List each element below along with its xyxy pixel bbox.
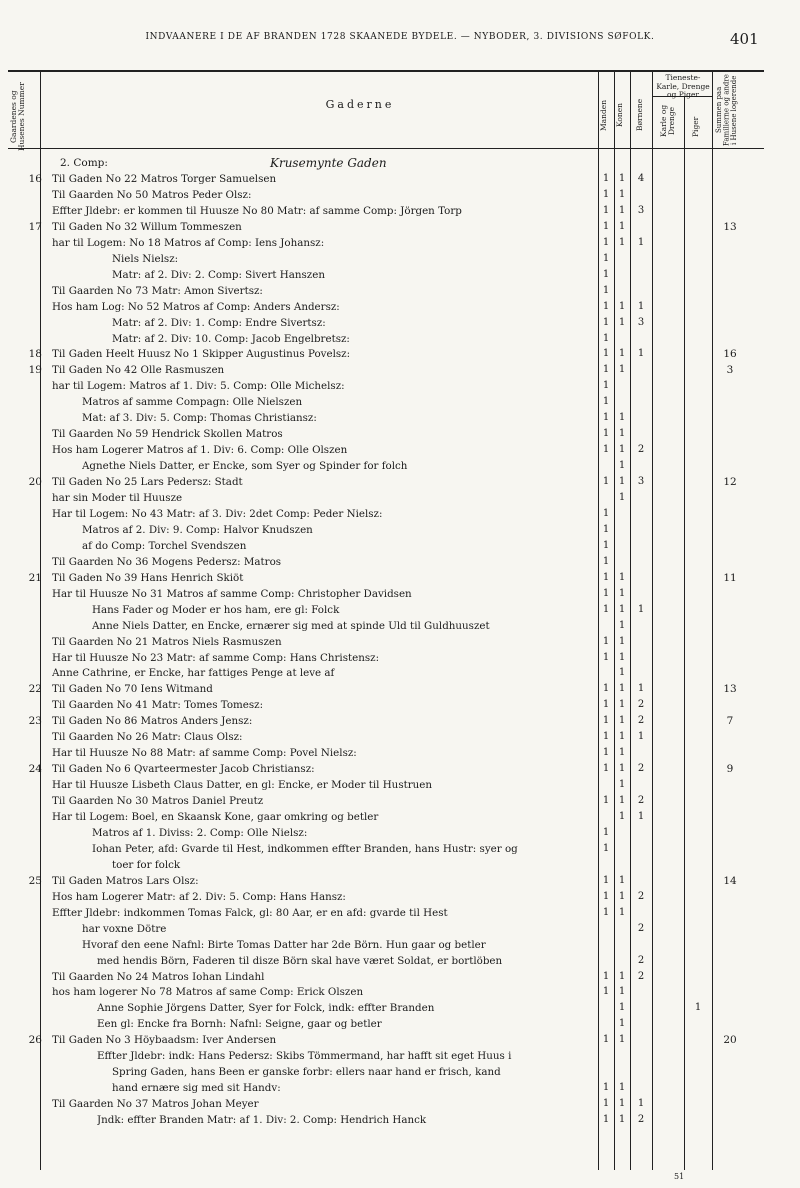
count-m: 1: [602, 874, 610, 886]
count-b: 2: [637, 970, 645, 982]
register-row: [0, 621, 800, 632]
street-name: Krusemynte Gaden: [270, 156, 387, 170]
register-row: [0, 987, 800, 998]
household-total: 13: [723, 220, 737, 233]
count-b: 1: [637, 236, 645, 248]
count-k: 1: [618, 635, 626, 647]
register-row: [0, 812, 800, 823]
count-k: 1: [618, 364, 626, 376]
register-row: [0, 413, 800, 424]
page-number: 401: [730, 30, 759, 48]
count-m: 1: [602, 587, 610, 599]
count-p: 1: [694, 1002, 702, 1014]
row-entry-text: Til Gaden No 25 Lars Pedersz: Stadt: [52, 476, 243, 489]
count-b: 2: [637, 954, 645, 966]
row-entry-text: Har til Huusze No 88 Matr: af samme Comp: Povel Nielsz:: [52, 747, 357, 760]
count-m: 1: [602, 986, 610, 998]
row-entry-text: Hos ham Log: No 52 Matros af Comp: Anders Andersz:: [52, 300, 340, 313]
register-row: [0, 445, 800, 456]
count-k: 1: [618, 348, 626, 360]
count-b: 2: [637, 890, 645, 902]
register-row: [0, 828, 800, 839]
register-row: [0, 589, 800, 600]
register-row: [0, 684, 800, 695]
count-m: 1: [602, 571, 610, 583]
row-number: 21: [28, 571, 42, 584]
row-entry-text: Hvoraf den eene Nafnl: Birte Tomas Datter har 2de Börn. Hun gaar og betler: [82, 938, 486, 951]
register-row: [0, 254, 800, 265]
register-row: [0, 525, 800, 536]
register-row: [0, 477, 800, 488]
row-entry-text: har til Logem: No 18 Matros af Comp: Iens Johansz:: [52, 236, 325, 249]
col-head-summen: Summen paa Familierne og andre i Husene logerende: [715, 74, 738, 146]
count-b: 1: [637, 300, 645, 312]
count-m: 1: [602, 1082, 610, 1094]
row-entry-text: Til Gaden No 6 Qvarteermester Jacob Christiansz:: [52, 763, 315, 776]
row-entry-text: Til Gaarden No 73 Matr: Amon Sivertsz:: [52, 284, 263, 297]
row-entry-text: Jndk: effter Branden Matr: af 1. Div: 2. Comp: Hendrich Hanck: [97, 1114, 427, 1127]
count-b: 2: [637, 444, 645, 456]
register-row: [0, 668, 800, 679]
register-row: [0, 956, 800, 967]
row-entry-text: Effter Jldebr: indkommen Tomas Falck, gl: 80 Aar, er en afd: gvarde til Hest: [52, 906, 448, 919]
count-m: 1: [602, 252, 610, 264]
register-row: [0, 541, 800, 552]
count-m: 1: [602, 284, 610, 296]
count-k: 1: [618, 715, 626, 727]
row-entry-text: Til Gaden No 22 Matros Torger Samuelsen: [52, 173, 277, 185]
register-row: [0, 461, 800, 472]
count-k: 1: [618, 731, 626, 743]
row-entry-text: Til Gaarden No 50 Matros Peder Olsz:: [52, 188, 252, 201]
count-m: 1: [602, 715, 610, 727]
row-entry-text: Til Gaden No 70 Iens Witmand: [52, 683, 213, 696]
count-m: 1: [602, 1114, 610, 1126]
count-k: 1: [618, 1018, 626, 1030]
register-row: [0, 716, 800, 727]
row-entry-text: Til Gaarden No 41 Matr: Tomes Tomesz:: [52, 699, 264, 712]
count-b: 2: [637, 699, 645, 711]
row-entry-text: Til Gaden Heelt Huusz No 1 Skipper Augustinus Povelsz:: [52, 348, 351, 361]
count-m: 1: [602, 173, 610, 184]
register-row: [0, 270, 800, 281]
company-label: 2. Comp:: [60, 157, 108, 169]
running-title: INDVAANERE I DE AF BRANDEN 1728 SKAANEDE BYDELE. — NYBODER, 3. DIVISIONS SØFOLK.: [145, 32, 655, 42]
row-entry-text: Til Gaden No 3 Höybaadsm: Iver Andersen: [52, 1034, 277, 1047]
row-entry-text: hos ham logerer No 78 Matros af same Comp: Erick Olszen: [52, 986, 364, 999]
count-m: 1: [602, 236, 610, 248]
count-m: 1: [602, 396, 610, 408]
register-row: [0, 573, 800, 584]
row-entry-text: Til Gaden Matros Lars Olsz:: [52, 874, 199, 887]
register-row: [0, 318, 800, 329]
register-row: [0, 509, 800, 520]
row-entry-text: Har til Logem: No 43 Matr: af 3. Div: 2det Comp: Peder Nielsz:: [52, 507, 383, 520]
row-entry-text: Til Gaarden No 24 Matros Iohan Lindahl: [52, 970, 265, 983]
col-head-konen: Konen: [615, 102, 624, 128]
row-number: 19: [28, 364, 42, 377]
row-entry-text: Matr: af 2. Div: 10. Comp: Jacob Engelbretsz:: [112, 332, 350, 345]
register-row: [0, 908, 800, 919]
register-row: [0, 557, 800, 568]
row-entry-text: Een gl: Encke fra Bornh: Nafnl: Seigne, gaar og betler: [97, 1018, 382, 1031]
col-head-streets: Gaderne: [325, 98, 395, 111]
count-k: 1: [618, 204, 626, 216]
row-entry-text: Matros af samme Compagn: Olle Nielszen: [82, 396, 303, 409]
row-entry-text: Spring Gaden, hans Been er ganske forbr: ellers naar hand er frisch, kand: [112, 1066, 501, 1079]
row-entry-text: Anne Sophie Jörgens Datter, Syer for Folck, indk: effter Branden: [97, 1002, 435, 1015]
count-b: 2: [637, 795, 645, 807]
count-k: 1: [618, 1002, 626, 1014]
row-number: 23: [28, 715, 42, 728]
row-entry-text: Anne Niels Datter, en Encke, ernærer sig med at spinde Uld til Guldhuuszet: [92, 619, 490, 632]
col-head-number: Gaardenes og Husenes Nummer: [9, 82, 26, 152]
register-row: [0, 876, 800, 887]
count-m: 1: [602, 507, 610, 519]
head-bottom-rule: [8, 148, 764, 149]
count-b: 3: [637, 316, 645, 328]
count-k: 1: [618, 619, 626, 631]
register-row: [0, 1083, 800, 1094]
count-k: 1: [618, 874, 626, 886]
col-head-born: Børnene: [635, 98, 644, 132]
count-b: 2: [637, 1114, 645, 1126]
count-k: 1: [618, 906, 626, 918]
count-k: 1: [618, 811, 626, 822]
row-number: 17: [28, 220, 42, 233]
row-entry-text: Har til Logem: Boel, en Skaansk Kone, gaar omkring og betler: [52, 811, 379, 823]
count-m: 1: [602, 380, 610, 392]
register-row: [0, 1115, 800, 1126]
row-entry-text: Til Gaarden No 26 Matr: Claus Olsz:: [52, 731, 243, 744]
count-m: 1: [602, 651, 610, 663]
row-entry-text: Til Gaarden No 59 Hendrick Skollen Matros: [52, 428, 283, 441]
count-m: 1: [602, 842, 610, 854]
register-row: [0, 174, 800, 185]
count-b: 1: [637, 683, 645, 695]
row-entry-text: Anne Cathrine, er Encke, har fattiges Penge at leve af: [52, 667, 335, 680]
register-row: [0, 397, 800, 408]
count-m: 1: [602, 188, 610, 200]
row-entry-text: Matr: af 2. Div: 2. Comp: Sivert Hanszen: [112, 268, 325, 281]
row-entry-text: Til Gaden No 42 Olle Rasmuszen: [52, 364, 225, 377]
count-m: 1: [602, 826, 610, 838]
count-k: 1: [618, 492, 626, 503]
row-number: 24: [28, 763, 42, 776]
row-entry-text: Har til Huusze No 31 Matros af samme Comp: Christopher Davidsen: [52, 587, 412, 600]
count-m: 1: [602, 364, 610, 376]
count-m: 1: [602, 539, 610, 551]
count-m: 1: [602, 699, 610, 711]
register-row: [0, 796, 800, 807]
count-k: 1: [618, 412, 626, 424]
row-number: 20: [28, 476, 42, 489]
register-row: [0, 302, 800, 313]
register-row: [0, 860, 800, 871]
count-m: 1: [602, 683, 610, 695]
count-k: 1: [618, 1114, 626, 1126]
register-row: [0, 764, 800, 775]
row-entry-text: Matros af 1. Diviss: 2. Comp: Olle Nielsz:: [92, 826, 308, 839]
count-k: 1: [618, 1098, 626, 1110]
count-k: 1: [618, 747, 626, 759]
row-entry-text: Til Gaarden No 30 Matros Daniel Preutz: [52, 795, 264, 808]
count-m: 1: [602, 731, 610, 743]
row-number: 25: [28, 874, 42, 887]
household-total: 14: [723, 874, 737, 887]
register-row: [0, 429, 800, 440]
col-head-piger: Piger: [691, 116, 700, 138]
count-b: 2: [637, 715, 645, 727]
row-entry-text: Mat: af 3. Div: 5. Comp: Thomas Christiansz:: [82, 412, 317, 425]
count-m: 1: [602, 220, 610, 232]
row-number: 18: [28, 348, 42, 361]
row-entry-text: Til Gaden No 86 Matros Anders Jensz:: [52, 715, 253, 728]
register-row: [0, 780, 800, 791]
row-entry-text: af do Comp: Torchel Svendszen: [82, 539, 247, 552]
count-b: 3: [637, 476, 645, 488]
count-k: 1: [618, 444, 626, 456]
register-row: [0, 349, 800, 360]
count-m: 1: [602, 555, 610, 567]
count-m: 1: [602, 906, 610, 918]
count-m: 1: [602, 332, 610, 344]
count-m: 1: [602, 1034, 610, 1046]
row-entry-text: Til Gaden No 39 Hans Henrich Skiöt: [52, 571, 244, 584]
count-m: 1: [602, 300, 610, 312]
register-row: [0, 892, 800, 903]
count-k: 1: [618, 1082, 626, 1094]
count-k: 1: [618, 316, 626, 328]
register-row: [0, 732, 800, 743]
register-row: [0, 238, 800, 249]
register-row: [0, 605, 800, 616]
count-m: 1: [602, 523, 610, 535]
count-b: 1: [637, 1098, 645, 1110]
register-row: [0, 365, 800, 376]
household-total: 9: [726, 763, 734, 776]
col-head-karle: Karle og Drenge: [659, 104, 676, 138]
count-b: 2: [637, 763, 645, 775]
row-entry-text: Matr: af 2. Div: 1. Comp: Endre Sivertsz:: [112, 316, 326, 329]
row-entry-text: hand ernære sig med sit Handv:: [112, 1082, 281, 1095]
count-m: 1: [602, 890, 610, 902]
count-k: 1: [618, 890, 626, 902]
count-k: 1: [618, 795, 626, 807]
row-entry-text: har sin Moder til Huusze: [52, 492, 183, 504]
count-m: 1: [602, 428, 610, 440]
row-entry-text: Har til Huusze Lisbeth Claus Datter, en gl: Encke, er Moder til Hustruen: [52, 779, 433, 792]
household-total: 7: [726, 715, 734, 728]
register-row: [0, 190, 800, 201]
register-row: [0, 286, 800, 297]
sheet-number: 51: [674, 1172, 685, 1181]
count-k: 1: [618, 220, 626, 232]
count-m: 1: [602, 747, 610, 759]
count-k: 1: [618, 571, 626, 583]
register-row: [0, 1051, 800, 1062]
household-total: 20: [723, 1034, 737, 1047]
count-b: 1: [637, 811, 645, 822]
register-row: [0, 1099, 800, 1110]
count-m: 1: [602, 444, 610, 456]
register-row: [0, 700, 800, 711]
household-total: 11: [723, 571, 737, 584]
count-k: 1: [618, 173, 626, 184]
count-k: 1: [618, 428, 626, 440]
household-total: 16: [723, 348, 737, 361]
top-rule: [8, 70, 764, 72]
row-entry-text: Hos ham Logerer Matr: af 2. Div: 5. Comp: Hans Hansz:: [52, 890, 346, 903]
row-entry-text: Hans Fader og Moder er hos ham, ere gl: Folck: [92, 603, 340, 616]
count-k: 1: [618, 460, 626, 472]
row-entry-text: Til Gaarden No 37 Matros Johan Meyer: [52, 1098, 259, 1111]
count-b: 1: [637, 603, 645, 615]
count-m: 1: [602, 635, 610, 647]
row-entry-text: Har til Huusze No 23 Matr: af samme Comp: Hans Christensz:: [52, 651, 380, 664]
row-number: 22: [28, 683, 42, 696]
count-k: 1: [618, 699, 626, 711]
count-k: 1: [618, 970, 626, 982]
register-row: [0, 1019, 800, 1030]
count-k: 1: [618, 236, 626, 248]
row-entry-text: Effter Jldebr: indk: Hans Pedersz: Skibs Tömmermand, har hafft sit eget Huus i: [97, 1050, 512, 1063]
count-b: 1: [637, 731, 645, 743]
count-m: 1: [602, 795, 610, 807]
count-k: 1: [618, 603, 626, 615]
count-k: 1: [618, 986, 626, 998]
row-entry-text: med hendis Börn, Faderen til disze Börn skal have været Soldat, er bortlöben: [97, 954, 503, 967]
row-entry-text: har til Logem: Matros af 1. Div: 5. Comp: Olle Michelsz:: [52, 380, 345, 393]
count-k: 1: [618, 188, 626, 200]
register-row: [0, 1003, 800, 1014]
row-entry-text: Matros af 2. Div: 9. Comp: Halvor Knudszen: [82, 523, 313, 536]
register-row: [0, 940, 800, 951]
register-row: [0, 381, 800, 392]
count-m: 1: [602, 348, 610, 360]
count-m: 1: [602, 476, 610, 488]
register-row: [0, 924, 800, 935]
register-row: [0, 493, 800, 504]
register-row: [0, 637, 800, 648]
row-number: 16: [28, 173, 42, 185]
register-row: [0, 222, 800, 233]
row-entry-text: Til Gaarden No 21 Matros Niels Rasmuszen: [52, 635, 282, 648]
row-entry-text: Effter Jldebr: er kommen til Huusze No 80 Matr: af samme Comp: Jörgen Torp: [52, 204, 462, 217]
count-k: 1: [618, 651, 626, 663]
register-row: [0, 334, 800, 345]
row-entry-text: har voxne Dötre: [82, 922, 167, 935]
row-entry-text: toer for folck: [112, 858, 181, 871]
count-m: 1: [602, 603, 610, 615]
count-k: 1: [618, 587, 626, 599]
count-k: 1: [618, 779, 626, 791]
row-number: 26: [28, 1034, 42, 1047]
count-k: 1: [618, 763, 626, 775]
row-entry-text: Til Gaden No 32 Willum Tommeszen: [52, 220, 242, 233]
household-total: 12: [723, 476, 737, 489]
count-m: 1: [602, 316, 610, 328]
col-head-tieneste: Tieneste-Karle, Drenge og Piger: [656, 73, 710, 99]
count-m: 1: [602, 268, 610, 280]
register-row: [0, 972, 800, 983]
household-total: 3: [726, 364, 734, 377]
count-k: 1: [618, 1034, 626, 1046]
count-b: 2: [637, 922, 645, 934]
count-m: 1: [602, 1098, 610, 1110]
row-entry-text: Iohan Peter, afd: Gvarde til Hest, indkommen effter Branden, hans Hustr: syer og: [92, 842, 518, 855]
register-row: [0, 1035, 800, 1046]
row-entry-text: Til Gaarden No 36 Mogens Pedersz: Matros: [52, 555, 282, 568]
register-row: [0, 206, 800, 217]
count-b: 3: [637, 204, 645, 216]
count-m: 1: [602, 970, 610, 982]
register-row: [0, 1067, 800, 1078]
count-k: 1: [618, 667, 626, 679]
col-head-manden: Manden: [599, 99, 608, 131]
row-entry-text: Hos ham Logerer Matros af 1. Div: 6. Comp: Olle Olszen: [52, 444, 348, 457]
count-b: 4: [637, 173, 645, 184]
register-row: [0, 653, 800, 664]
count-b: 1: [637, 348, 645, 360]
row-entry-text: Agnethe Niels Datter, er Encke, som Syer og Spinder for folch: [82, 460, 408, 473]
count-k: 1: [618, 476, 626, 488]
count-m: 1: [602, 763, 610, 775]
register-row: [0, 748, 800, 759]
count-m: 1: [602, 412, 610, 424]
count-k: 1: [618, 683, 626, 695]
register-row: [0, 844, 800, 855]
household-total: 13: [723, 683, 737, 696]
section-title: [60, 157, 620, 171]
count-m: 1: [602, 204, 610, 216]
row-entry-text: Niels Nielsz:: [112, 252, 179, 265]
count-k: 1: [618, 300, 626, 312]
